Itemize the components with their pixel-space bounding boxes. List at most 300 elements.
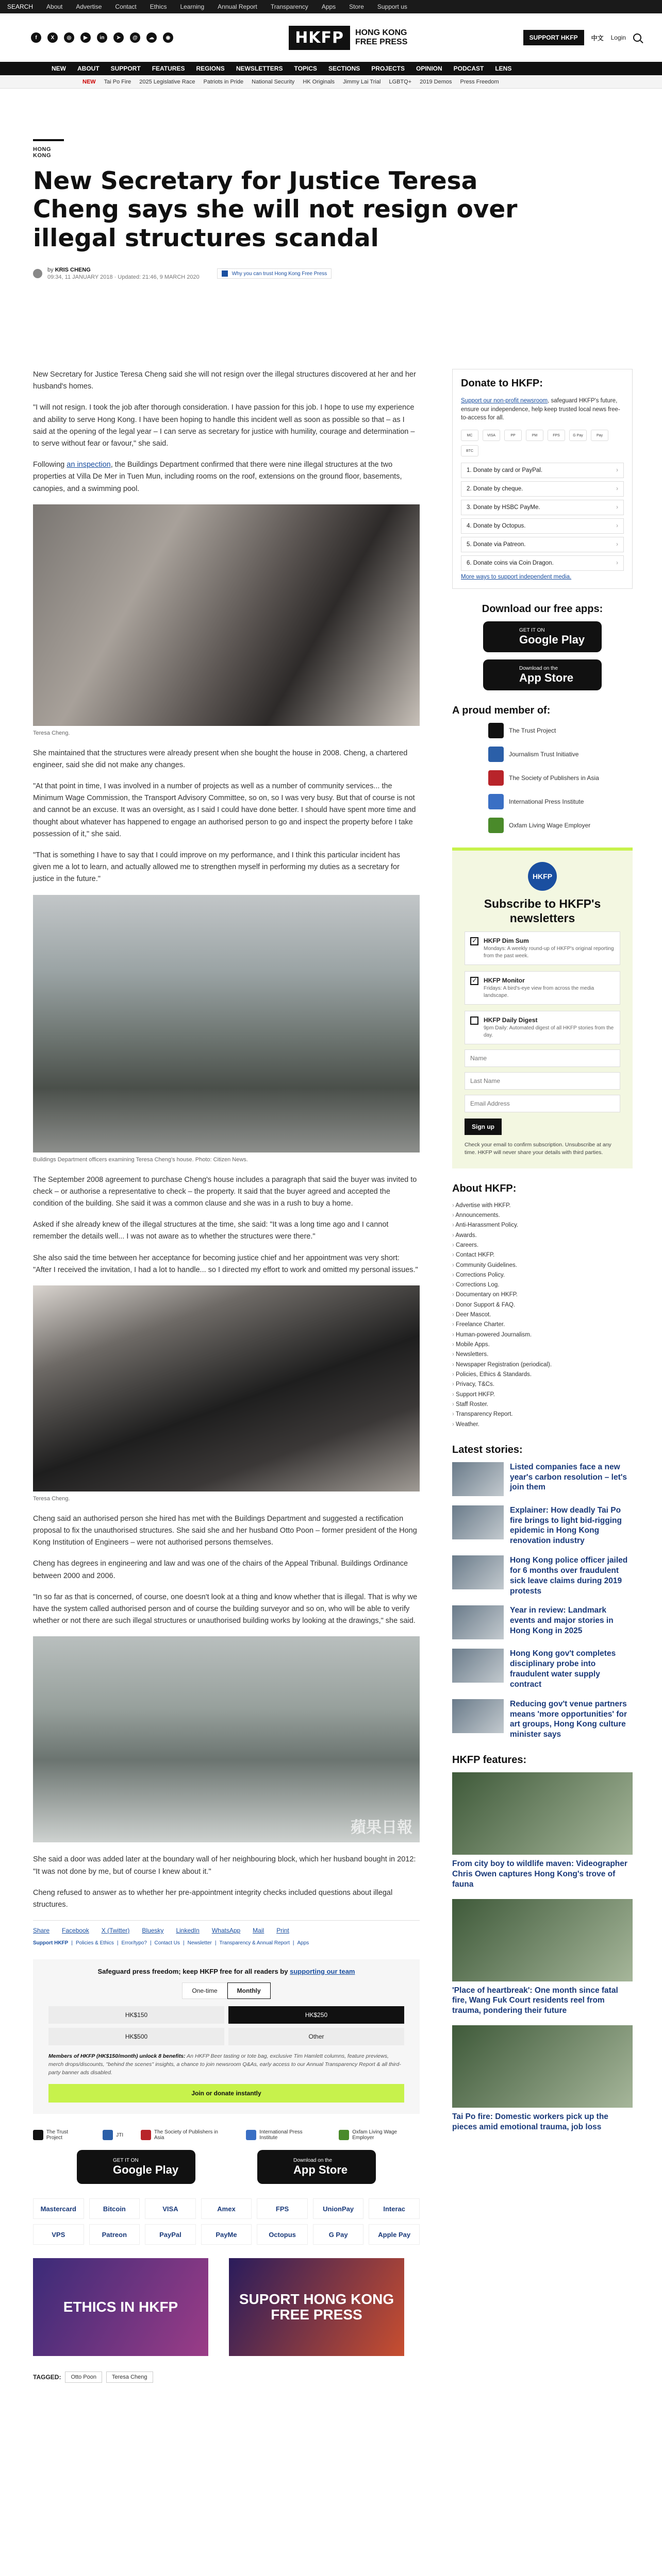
latest-story[interactable]	[452, 1505, 633, 1546]
donation-title	[48, 1968, 404, 1975]
amex-icon: Amex	[201, 2198, 252, 2219]
article-paragraph: Cheng refused to answer as to whether her pre-appointment integrity checks included questions about illegal structures.	[33, 1888, 393, 1909]
threads-icon[interactable]: @	[130, 32, 140, 43]
trending-item[interactable]: National Security	[252, 78, 295, 85]
topbar-search[interactable]: SEARCH	[7, 3, 34, 10]
topbar-ethics[interactable]: Ethics	[150, 3, 167, 10]
visa-icon: VISA	[145, 2198, 196, 2219]
separator: |	[150, 1940, 152, 1946]
feature-story[interactable]	[452, 1899, 633, 2016]
apple-pay-icon: Apple Pay	[369, 2224, 420, 2245]
site-logo[interactable]	[289, 26, 407, 50]
about-link[interactable]: › Announcements.	[452, 1211, 633, 1221]
photo-watermark: 蘋果日報	[351, 1819, 412, 1837]
trust-project-logo[interactable]	[33, 2129, 85, 2141]
newsletter-option-daily-digest[interactable]	[465, 1011, 620, 1044]
login-link[interactable]: Login	[610, 34, 626, 41]
oxfam-icon	[488, 818, 504, 833]
article-photo-buildings-department	[33, 895, 420, 1153]
newsletter-option-desc: 9pm Daily: Automated digest of all HKFP stories from the day.	[484, 1025, 614, 1038]
publish-dates: 09:34, 11 JANUARY 2018 · Updated: 21:46, 9 MARCH 2020	[47, 274, 200, 281]
checkbox[interactable]	[470, 937, 478, 945]
separator: |	[71, 1940, 73, 1946]
jti-icon	[103, 2130, 113, 2140]
sidebar-features-section	[452, 1754, 633, 2132]
oxfam-icon	[339, 2130, 349, 2140]
amount-options	[48, 2006, 404, 2045]
about-links	[452, 1201, 633, 1430]
about-link[interactable]: › Newspaper Registration (periodical).	[452, 1360, 633, 1370]
about-link[interactable]: › Support HKFP.	[452, 1390, 633, 1400]
trending-item[interactable]: LGBTQ+	[389, 78, 412, 85]
nav-about[interactable]: ABOUT	[77, 65, 100, 72]
topbar-advertise[interactable]: Advertise	[76, 3, 102, 10]
chevron-right-icon: ›	[616, 560, 618, 567]
latest-story[interactable]	[452, 1649, 633, 1689]
article-paragraph: Asked if she already knew of the illegal structures at the time, she said: "It was a long time ago and I cannot remember the details well... I was not aware as to whether the structures were there."	[33, 1221, 389, 1241]
sidebar-features-title: HKFP features:	[452, 1754, 527, 1766]
latest-story[interactable]	[452, 1605, 633, 1639]
story-thumbnail[interactable]	[452, 1649, 504, 1683]
trust-project-icon	[488, 723, 504, 738]
unionpay-icon: UnionPay	[313, 2198, 364, 2219]
latest-story[interactable]	[452, 1699, 633, 1740]
article-tags	[33, 2371, 420, 2383]
sidebar-members-section	[452, 705, 633, 833]
ipi-logo[interactable]	[246, 2129, 321, 2141]
member-jti[interactable]	[488, 747, 633, 762]
about-link[interactable]: › Corrections Policy.	[452, 1270, 633, 1280]
trust-icon	[222, 270, 228, 277]
trust-logo-label: JTI	[116, 2132, 124, 2138]
feature-story[interactable]	[452, 1772, 633, 1889]
fps-icon: FPS	[257, 2198, 308, 2219]
article-paragraph: "In so far as that is concerned, of course, one doesn't look at a thing and know whether that is illegal. That is why we have the system called authorised person and of course the building surveyor and so on, who will be able to verify whether or not there are such illegal structures or unauthorised building works by looking at the drawings," she said.	[33, 1592, 418, 1625]
feature-thumbnail[interactable]	[452, 2025, 633, 2108]
policy-link[interactable]: Error/typo?	[121, 1940, 147, 1946]
amount-option[interactable]: HK$150	[48, 2006, 224, 2024]
share-print[interactable]: Print	[276, 1927, 289, 1935]
app-store-small: Download on the	[293, 2157, 333, 2163]
tags-label: TAGGED:	[33, 2374, 61, 2381]
google-play-button[interactable]	[483, 621, 602, 652]
nav-podcast[interactable]: PODCAST	[453, 65, 484, 72]
amount-option[interactable]: HK$250	[228, 2006, 404, 2024]
trending-item[interactable]: Patriots in Pride	[203, 78, 244, 85]
paragraph-text: , the Buildings Department confirmed that there were nine illegal structures at the two properties at Villa De Mer in Tuen Mun, including rooms on the roof, extensions on the ground floor, basements, canopies, and a swimming pool.	[33, 461, 402, 493]
article-paragraph: She maintained that the structures were already present when she bought the house in 2008. Cheng, a chartered engineer, said she did not make any changes.	[33, 749, 408, 769]
donate-option[interactable]	[461, 500, 624, 515]
youtube-icon[interactable]: ▶	[80, 32, 91, 43]
member-label: International Press Institute	[509, 798, 584, 806]
amount-option[interactable]: HK$500	[48, 2028, 224, 2045]
share-bluesky[interactable]: Bluesky	[142, 1927, 164, 1935]
about-link[interactable]: › Freelance Charter.	[452, 1320, 633, 1330]
story-headline[interactable]: Reducing gov't venue partners means 'more opportunities' for art groups, Hong Kong culture minister says	[510, 1699, 627, 1739]
donate-option[interactable]	[461, 555, 624, 571]
byline	[33, 267, 631, 280]
trust-label: Why you can trust Hong Kong Free Press	[231, 270, 327, 277]
policy-link[interactable]: Policies & Ethics	[75, 1940, 114, 1946]
topbar-apps[interactable]: Apps	[321, 3, 336, 10]
sopa-icon	[488, 770, 504, 786]
feature-headline[interactable]: Tai Po fire: Domestic workers pick up the pieces amid emotional trauma, job loss	[452, 2112, 608, 2131]
about-link[interactable]: › Human-powered Journalism.	[452, 1330, 633, 1340]
share-twitter[interactable]: X (Twitter)	[101, 1927, 130, 1935]
donate-option[interactable]	[461, 463, 624, 478]
about-link[interactable]: › Careers.	[452, 1241, 633, 1250]
sidebar-apps-section	[452, 603, 633, 690]
trending-item[interactable]: Jimmy Lai Trial	[343, 78, 381, 85]
story-thumbnail[interactable]	[452, 1605, 504, 1639]
bluesky-icon[interactable]: ☁	[146, 32, 157, 43]
app-store-small: Download on the	[519, 665, 558, 671]
nav-sections[interactable]: SECTIONS	[328, 65, 360, 72]
topbar-learning[interactable]: Learning	[180, 3, 205, 10]
logo-line2: FREE PRESS	[355, 38, 408, 46]
photo-caption: Teresa Cheng.	[33, 730, 70, 736]
article-paragraph	[33, 459, 420, 495]
nav-newsletters[interactable]: NEWSLETTERS	[236, 65, 283, 72]
app-store-big: App Store	[293, 2163, 348, 2176]
fps-icon: FPS	[548, 430, 565, 441]
google-play-big: Google Play	[519, 633, 585, 646]
share-bar	[33, 1920, 420, 1934]
donation-widget	[33, 1959, 420, 2114]
social-links	[31, 32, 173, 43]
donate-option-label: 4. Donate by Octopus.	[467, 523, 526, 530]
checkbox[interactable]	[470, 977, 478, 985]
trust-logos-row	[33, 2129, 420, 2141]
member-ipi[interactable]	[488, 794, 633, 809]
newsletter-logo: HKFP	[528, 862, 557, 891]
newsletter-option-title: HKFP Daily Digest	[484, 1016, 538, 1024]
sidebar-donate-widget	[452, 369, 633, 589]
donate-option-label: 1. Donate by card or PayPal.	[467, 467, 543, 474]
last-name-field[interactable]	[465, 1072, 620, 1090]
member-sopa[interactable]	[488, 770, 633, 786]
google-play-big: Google Play	[113, 2163, 179, 2176]
facebook-icon[interactable]: f	[31, 32, 41, 43]
about-link[interactable]: › Corrections Log.	[452, 1280, 633, 1290]
article-container	[33, 139, 631, 2381]
payme-icon: PM	[526, 430, 543, 441]
google-play-small: GET IT ON	[519, 627, 545, 633]
mastercard-icon: MC	[461, 430, 478, 441]
trust-logo-label: Oxfam Living Wage Employer	[352, 2129, 398, 2141]
sidebar-about-title: About HKFP:	[452, 1182, 517, 1194]
article-paragraph: Cheng has degrees in engineering and law and was one of the chairs of the Appeal Tribunal. Buildings Ordinance between 2000 and 2006.	[33, 1560, 408, 1580]
story-thumbnail[interactable]	[452, 1462, 504, 1496]
newsletter-option-title: HKFP Monitor	[484, 977, 525, 985]
vps-icon: VPS	[33, 2224, 84, 2245]
author-avatar	[33, 269, 42, 278]
latest-story[interactable]	[452, 1555, 633, 1596]
trust-logo-label: The Society of Publishers in Asia	[154, 2129, 218, 2141]
donate-option[interactable]	[461, 518, 624, 534]
first-name-field[interactable]	[465, 1049, 620, 1067]
about-link[interactable]: › Awards.	[452, 1231, 633, 1241]
join-donate-button[interactable]: Join or donate instantly	[48, 2084, 404, 2103]
header-actions	[523, 30, 641, 45]
article-photo-building-exterior	[33, 1636, 420, 1842]
photo-caption: Teresa Cheng.	[33, 1495, 70, 1502]
trending-item[interactable]: HK Originals	[303, 78, 335, 85]
donation-title-link[interactable]: supporting our team	[290, 1968, 355, 1976]
trust-logo-label: International Press Institute	[259, 2129, 303, 2141]
search-icon[interactable]	[633, 33, 641, 42]
topbar-transparency[interactable]: Transparency	[270, 3, 308, 10]
more-ways-link[interactable]: More ways to support independent media.	[461, 574, 572, 581]
tag-item[interactable]: Otto Poon	[65, 2371, 102, 2383]
author-name[interactable]: KRIS CHENG	[55, 267, 91, 274]
feature-headline[interactable]: 'Place of heartbreak': One month since fatal fire, Wang Fuk Court residents reel from trauma, pondering their future	[452, 1986, 618, 2015]
nav-regions[interactable]: REGIONS	[196, 65, 225, 72]
sidebar-payment-icons	[461, 430, 624, 456]
nav-new[interactable]: NEW	[52, 65, 66, 72]
trending-item[interactable]: Press Freedom	[460, 78, 499, 85]
about-link[interactable]: › Weather.	[452, 1420, 633, 1430]
policy-link[interactable]: Contact Us	[154, 1940, 180, 1946]
about-link[interactable]: › Privacy, T&Cs.	[452, 1380, 633, 1389]
article-paragraph: "At that point in time, I was involved in a number of projects as well as a number of community services... the Minimum Wage Commission, the Transport Advisory Committee, so on, so I was very busy. But that of course is not and cannot be an excuse. It was an oversight, as I said I could have done better. I should have spent more time and thought about whatever has happened to engage an authorised person to go and inspect the property before I take possession of it," she said.	[33, 782, 416, 838]
topbar-store[interactable]: Store	[349, 3, 364, 10]
language-switch[interactable]: 中文	[591, 34, 604, 42]
about-link[interactable]: › Advertise with HKFP.	[452, 1201, 633, 1211]
sidebar-app-buttons	[452, 621, 633, 690]
topbar-support-us[interactable]: Support us	[377, 3, 407, 10]
ipi-icon	[488, 794, 504, 809]
paypal-icon: PayPal	[145, 2224, 196, 2245]
share-linkedin[interactable]: LinkedIn	[176, 1927, 200, 1935]
newsletter-option-title: HKFP Dim Sum	[484, 937, 529, 945]
site-header	[0, 13, 662, 62]
frequency-one-time[interactable]: One-time	[182, 1982, 227, 1999]
rss-icon[interactable]: ◉	[163, 32, 173, 43]
sidebar-donate-intro	[461, 397, 624, 422]
about-link[interactable]: › Transparency Report.	[452, 1410, 633, 1419]
sidebar-donate-options	[461, 463, 624, 571]
paypal-icon: PP	[504, 430, 522, 441]
sidebar-donate-intro-link[interactable]: Support our non-profit newsroom	[461, 398, 548, 404]
logo-line1: HONG KONG	[355, 28, 407, 37]
membership-description	[48, 2053, 404, 2077]
separator: |	[183, 1940, 185, 1946]
story-thumbnail[interactable]	[452, 1699, 504, 1733]
mastercard-icon: Mastercard	[33, 2198, 84, 2219]
payme-icon: PayMe	[201, 2224, 252, 2245]
trending-item[interactable]: Tai Po Fire	[104, 78, 131, 85]
app-store-button[interactable]	[257, 2150, 376, 2184]
interac-icon: Interac	[369, 2198, 420, 2219]
about-link[interactable]: › Anti-Harassment Policy.	[452, 1221, 633, 1230]
frequency-monthly[interactable]: Monthly	[227, 1982, 271, 1999]
about-link[interactable]: › Newsletters.	[452, 1350, 633, 1360]
story-headline[interactable]: Explainer: How deadly Tai Po fire brings to light bid-rigging epidemic in Hong Kong renovation industry	[510, 1505, 622, 1546]
x-twitter-icon[interactable]: X	[47, 32, 58, 43]
chevron-right-icon: ›	[616, 467, 618, 474]
trending-item[interactable]: 2025 Legislative Race	[139, 78, 195, 85]
trending-new-label: NEW	[82, 78, 96, 85]
member-list	[452, 723, 633, 833]
policy-link[interactable]: Apps	[297, 1940, 309, 1946]
photo-caption: Buildings Department officers examining Teresa Cheng's house. Photo: Citizen News.	[33, 1156, 248, 1163]
member-label: Oxfam Living Wage Employer	[509, 822, 591, 829]
logo-wordmark	[355, 28, 407, 47]
chevron-right-icon: ›	[616, 541, 618, 548]
member-label: The Society of Publishers in Asia	[509, 774, 599, 782]
policy-link[interactable]: Transparency & Annual Report	[219, 1940, 290, 1946]
about-link[interactable]: › Community Guidelines.	[452, 1261, 633, 1270]
trust-badge[interactable]	[217, 268, 332, 279]
donate-option[interactable]	[461, 537, 624, 552]
donate-option[interactable]	[461, 481, 624, 497]
topbar-about[interactable]: About	[46, 3, 63, 10]
section-label[interactable]: HONG KONG	[33, 139, 64, 159]
support-promo-banner[interactable]: SUPORT HONG KONG FREE PRESS	[229, 2258, 404, 2356]
payment-methods-grid	[33, 2198, 420, 2245]
nav-opinion[interactable]: OPINION	[416, 65, 442, 72]
nav-features[interactable]: FEATURES	[152, 65, 185, 72]
sopa-logo[interactable]	[141, 2129, 228, 2141]
telegram-icon[interactable]: ➤	[113, 32, 124, 43]
about-link[interactable]: › Staff Roster.	[452, 1400, 633, 1410]
separator: |	[117, 1940, 119, 1946]
trending-item[interactable]: 2019 Demos	[420, 78, 452, 85]
linkedin-icon[interactable]: in	[97, 32, 107, 43]
share-label[interactable]: Share	[33, 1927, 50, 1935]
bitcoin-icon: BTC	[461, 445, 478, 456]
google-play-button[interactable]	[77, 2150, 195, 2184]
frequency-toggle	[48, 1982, 404, 1999]
instagram-icon[interactable]: ◎	[64, 32, 74, 43]
donate-option-label: 5. Donate via Patreon.	[467, 541, 526, 548]
article-photo-press-scrum	[33, 1285, 420, 1492]
membership-description-bold: Members of HKFP (HK$150/month) unlock 8 benefits:	[48, 2053, 186, 2060]
donate-option-label: 6. Donate coins via Coin Dragon.	[467, 560, 554, 567]
about-link[interactable]: › Donor Support & FAQ.	[452, 1300, 633, 1310]
newsletter-option-desc: Mondays: A weekly round-up of HKFP's original reporting from the past week.	[484, 946, 614, 959]
member-trust-project[interactable]	[488, 723, 633, 738]
article-paragraph: New Secretary for Justice Teresa Cheng said she will not resign over the illegal structures discovered at her and her husband's homes.	[33, 370, 416, 391]
checkbox[interactable]	[470, 1016, 478, 1025]
story-headline[interactable]: Hong Kong police officer jailed for 6 months over fraudulent sick leave claims during 2019 protests	[510, 1556, 628, 1596]
amount-option[interactable]: Other	[228, 2028, 404, 2045]
latest-story[interactable]	[452, 1462, 633, 1496]
separator: |	[292, 1940, 294, 1946]
feature-stories	[452, 1772, 633, 2132]
sidebar-apps-title: Download our free apps:	[482, 603, 603, 615]
google-pay-icon: G Pay	[313, 2224, 364, 2245]
member-oxfam[interactable]	[488, 818, 633, 833]
trust-logo-label: The Trust Project	[46, 2129, 69, 2141]
apple-pay-icon: Pay	[591, 430, 608, 441]
share-whatsapp[interactable]: WhatsApp	[211, 1927, 241, 1935]
about-link[interactable]: › Documentary on HKFP.	[452, 1290, 633, 1300]
trending-nav	[0, 75, 662, 89]
inspection-link[interactable]: an inspection	[67, 461, 111, 469]
story-headline[interactable]: Hong Kong gov't completes disciplinary probe into fraudulent water supply contract	[510, 1649, 616, 1689]
policy-link[interactable]: Newsletter	[187, 1940, 212, 1946]
sidebar-latest-title: Latest stories:	[452, 1444, 523, 1455]
oxfam-logo[interactable]	[339, 2129, 420, 2141]
email-field[interactable]	[465, 1095, 620, 1112]
support-hkfp-button[interactable]: SUPPORT HKFP	[523, 30, 584, 45]
member-label: The Trust Project	[509, 727, 556, 735]
story-thumbnail[interactable]	[452, 1555, 504, 1589]
article-photo-teresa-cheng	[33, 504, 420, 726]
policy-links	[33, 1940, 420, 1946]
topbar-annual-report[interactable]: Annual Report	[218, 3, 257, 10]
sidebar-donate-title: Donate to HKFP:	[461, 378, 543, 389]
newsletter-option-dim-sum[interactable]	[465, 931, 620, 965]
policy-support-link[interactable]: Support HKFP	[33, 1940, 69, 1946]
story-headline[interactable]: Listed companies face a new year's carbon resolution – let's join them	[510, 1462, 627, 1492]
nav-projects[interactable]: PROJECTS	[371, 65, 405, 72]
ipi-icon	[246, 2130, 256, 2140]
visa-icon: VISA	[483, 430, 500, 441]
chevron-right-icon: ›	[616, 523, 618, 530]
article-paragraph: She said a door was added later at the boundary wall of her neighbouring block, which her husband bought in 2012: "It was not done by me, but of course I knew about it."	[33, 1855, 416, 1876]
app-download-row	[33, 2150, 420, 2184]
newsletter-note: Check your email to confirm subscription. Unsubscribe at any time. HKFP will never share your details with third parties.	[465, 1142, 611, 1156]
nav-support[interactable]: SUPPORT	[110, 65, 141, 72]
nav-lens[interactable]: LENS	[495, 65, 512, 72]
chevron-right-icon: ›	[616, 504, 618, 511]
trust-project-icon	[33, 2130, 43, 2140]
separator: |	[214, 1940, 217, 1946]
feature-story[interactable]	[452, 2025, 633, 2132]
topbar-contact[interactable]: Contact	[115, 3, 137, 10]
sidebar-donate-intro-text: , safeguard HKFP's future, ensure our independence, help keep trusted local news free-to-access for all.	[461, 398, 620, 421]
nav-topics[interactable]: TOPICS	[294, 65, 317, 72]
tag-item[interactable]: Teresa Cheng	[106, 2371, 153, 2383]
ethics-promo-banner[interactable]: ETHICS IN HKFP	[33, 2258, 208, 2356]
membership-description-text: An HKFP Beer tasting or tote bag, exclusive Tim Hamlett columns, feature previews, merch drops/discounts, "behind the scenes" insights, a chance to join newsroom Q&As, early access to our Annual Transparency Report & all third-party banner ads disabled.	[48, 2053, 401, 2076]
about-link[interactable]: › Policies, Ethics & Standards.	[452, 1370, 633, 1380]
donate-option-label: 2. Donate by cheque.	[467, 486, 523, 493]
signup-button[interactable]: Sign up	[465, 1118, 502, 1135]
jti-logo[interactable]	[103, 2130, 123, 2140]
article-body	[33, 369, 420, 2383]
story-headline[interactable]: Year in review: Landmark events and major stories in Hong Kong in 2025	[510, 1606, 614, 1636]
feature-headline[interactable]: From city boy to wildlife maven: Videographer Chris Owen captures Hong Kong's trove of fauna	[452, 1859, 627, 1889]
article-title: New Secretary for Justice Teresa Cheng says she will not resign over illegal structures scandal	[33, 167, 518, 252]
newsletter-title: Subscribe to HKFP's newsletters	[484, 897, 601, 925]
feature-thumbnail[interactable]	[452, 1899, 633, 1981]
about-link[interactable]: › Mobile Apps.	[452, 1340, 633, 1350]
story-thumbnail[interactable]	[452, 1505, 504, 1539]
bitcoin-icon: Bitcoin	[89, 2198, 140, 2219]
promo-banners	[33, 2258, 420, 2356]
feature-thumbnail[interactable]	[452, 1772, 633, 1855]
article-paragraph: She also said the time between her acceptance for becoming justice chief and her appointment was very short: "After I received the invitation, I had a lot to handle... so I directed my effort to work and omitted my personal issues."	[33, 1253, 418, 1274]
share-mail[interactable]: Mail	[253, 1927, 264, 1935]
about-link[interactable]: › Deer Mascot.	[452, 1310, 633, 1320]
logo-mark: HKFP	[289, 26, 350, 50]
newsletter-option-monitor[interactable]	[465, 971, 620, 1005]
member-label: Journalism Trust Initiative	[509, 751, 579, 758]
app-store-big: App Store	[519, 671, 574, 684]
newsletter-signup	[452, 848, 633, 1168]
article-paragraph: The September 2008 agreement to purchase Cheng's house includes a paragraph that said the buyer was invited to check – or authorise a representative to check – the property. It said that the buyer agreed and accepted the condition of the building. She said it was a common clause and she was in a rush to buy a home.	[33, 1175, 417, 1208]
app-store-button[interactable]	[483, 659, 602, 690]
google-play-small: GET IT ON	[113, 2157, 139, 2163]
share-facebook[interactable]: Facebook	[62, 1927, 89, 1935]
sidebar	[452, 369, 633, 2142]
about-link[interactable]: › Contact HKFP.	[452, 1250, 633, 1260]
sidebar-about-section	[452, 1183, 633, 1430]
